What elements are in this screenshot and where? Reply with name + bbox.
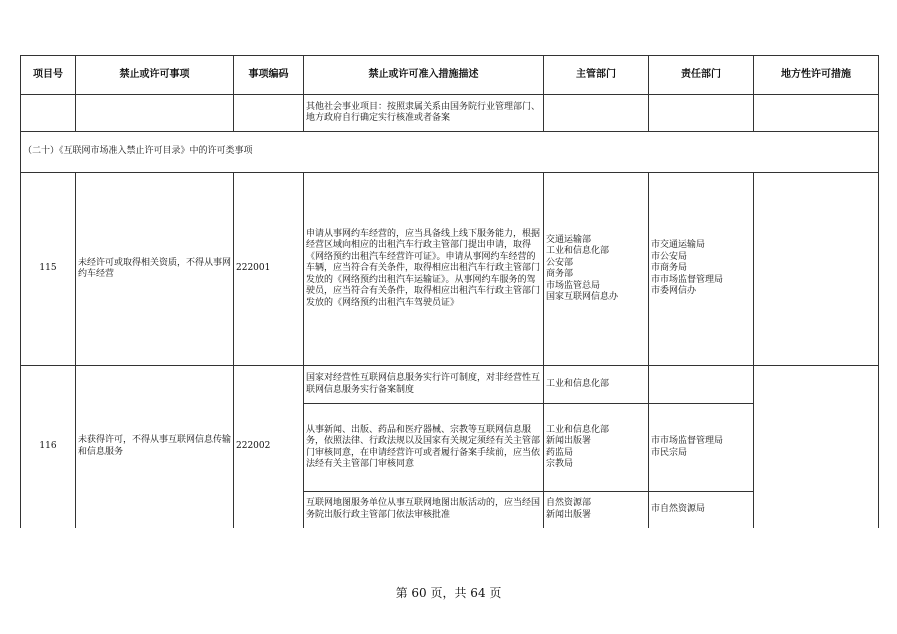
cell-description: 其他社会事业项目：按照隶属关系由国务院行业管理部门、地方政府自行确定实行核准或者备案 bbox=[304, 95, 544, 132]
section-title: （二十）《互联网市场准入禁止许可目录》中的许可类事项 bbox=[21, 132, 879, 173]
table-row-115 bbox=[21, 173, 879, 366]
cell-code: 222002 bbox=[234, 366, 304, 528]
header-row bbox=[21, 56, 879, 95]
cell-authority: 工业和信息化部 新闻出版署 药监局 宗教局 bbox=[544, 404, 649, 492]
header-competent-authority: 主管部门 bbox=[544, 56, 649, 95]
cell-item: 未经许可或取得相关资质，不得从事网约车经营 bbox=[76, 173, 234, 366]
cell-number: 115 bbox=[21, 173, 76, 366]
cell-item: 未获得许可，不得从事互联网信息传输和信息服务 bbox=[76, 366, 234, 528]
cell-number: 116 bbox=[21, 366, 76, 528]
cell-empty bbox=[544, 95, 649, 132]
cell-empty bbox=[76, 95, 234, 132]
table-row-continued bbox=[21, 95, 879, 132]
cell-empty bbox=[21, 95, 76, 132]
cell-local bbox=[754, 173, 879, 366]
cell-empty bbox=[754, 95, 879, 132]
header-measure-description: 禁止或许可准入措施描述 bbox=[304, 56, 544, 95]
cell-responsible bbox=[649, 366, 754, 404]
cell-description: 互联网地图服务单位从事互联网地图出版活动的，应当经国务院出版行政主管部门依法审核批准 bbox=[304, 492, 544, 528]
cell-local bbox=[754, 366, 879, 528]
cell-authority: 交通运输部 工业和信息化部 公安部 商务部 市场监管总局 国家互联网信息办 bbox=[544, 173, 649, 366]
section-row bbox=[21, 132, 879, 173]
cell-description: 国家对经营性互联网信息服务实行许可制度，对非经营性互联网信息服务实行备案制度 bbox=[304, 366, 544, 404]
page-number: 第 60 页，共 64 页 bbox=[395, 586, 502, 600]
header-item-number: 项目号 bbox=[21, 56, 76, 95]
cell-authority: 工业和信息化部 bbox=[544, 366, 649, 404]
cell-description: 申请从事网约车经营的，应当具备线上线下服务能力，根据经营区域向相应的出租汽车行政主管部门提出申请，取得《网络预约出租汽车经营许可证》。申请从事网约车经营的车辆，应当符合有关条件，取得相应出租汽车行政主管部门发放的《网络预约出租汽车运输证》。从事网约车服务的驾驶员，应当符合有关条件，取得相应出租汽车行政主管部门发放的《网络预约出租汽车驾驶员证》 bbox=[304, 173, 544, 366]
cell-empty bbox=[649, 95, 754, 132]
header-item-code: 事项编码 bbox=[234, 56, 304, 95]
header-local-measures: 地方性许可措施 bbox=[754, 56, 879, 95]
table-row-116 bbox=[21, 366, 879, 404]
cell-responsible: 市自然资源局 bbox=[649, 492, 754, 528]
cell-description: 从事新闻、出版、药品和医疗器械、宗教等互联网信息服务，依照法律、行政法规以及国家有关规定须经有关主管部门审核同意，在申请经营许可或者履行备案手续前，应当依法经有关主管部门审核同意 bbox=[304, 404, 544, 492]
header-item-name: 禁止或许可事项 bbox=[76, 56, 234, 95]
cell-authority: 自然资源部 新闻出版署 bbox=[544, 492, 649, 528]
cell-responsible: 市市场监督管理局 市民宗局 bbox=[649, 404, 754, 492]
cell-responsible: 市交通运输局 市公安局 市商务局 市市场监督管理局 市委网信办 bbox=[649, 173, 754, 366]
cell-empty bbox=[234, 95, 304, 132]
cell-code: 222001 bbox=[234, 173, 304, 366]
header-responsible-department: 责任部门 bbox=[649, 56, 754, 95]
permit-list-table bbox=[20, 55, 879, 528]
